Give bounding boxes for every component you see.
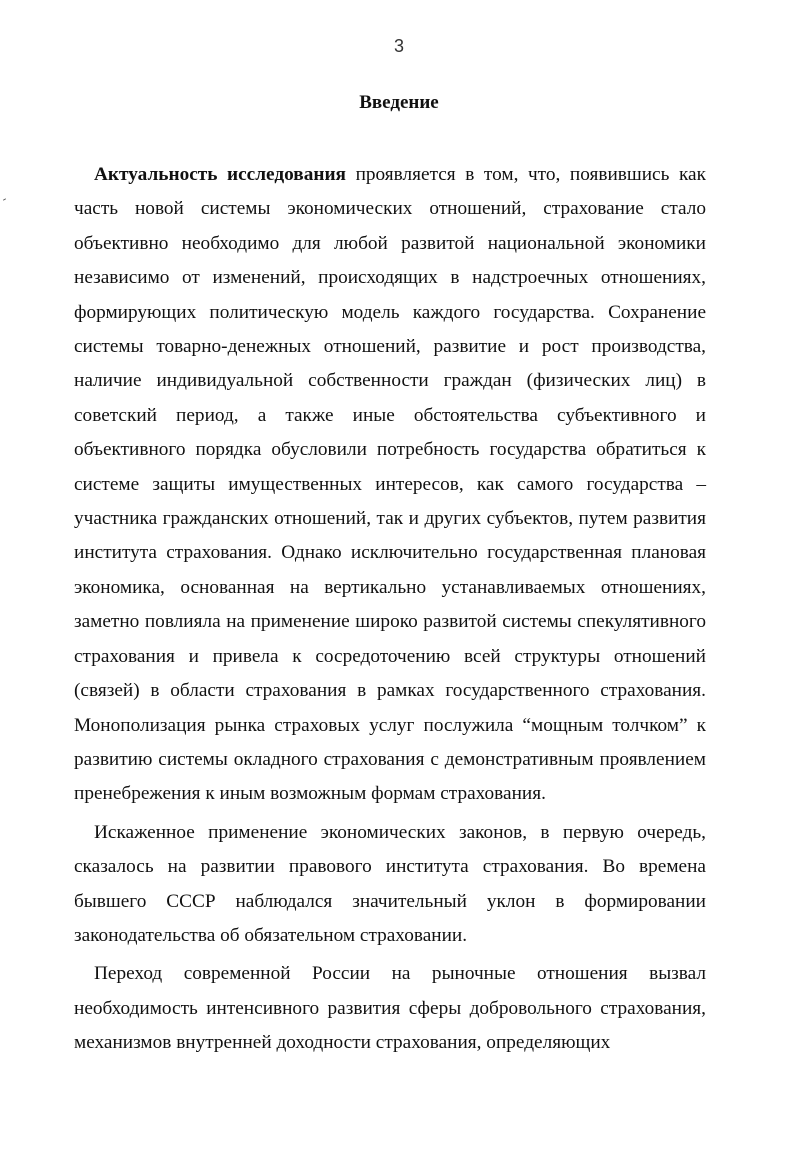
paragraph-distorted-application: Искаженное применение экономических законов, в первую очередь, сказалось на развитии правового института страхования. Во времена бывшего СССР наблюдался значительный уклон в формировании законодательства об обязательном страховании. [74, 821, 706, 946]
relevance-lead-term: Актуальность исследования [94, 164, 346, 185]
paragraph-market-transition: Переход современной России на рыночные отношения вызвал необходимость интенсивного развития сферы добровольного страхования, механизмов внутренней доходности страхования, определяющих [74, 963, 706, 1054]
page-number: 3 [393, 36, 404, 56]
section-title: Введение [359, 92, 439, 113]
body-text [74, 158, 706, 1065]
paragraph-relevance-text: проявляется в том, что, появившись как часть новой системы экономических отношений, страхование стало объективно необходимо для любой развитой национальной экономики независимо от изменений, происходящих в надстроечных отношениях, формирующих политическую модель каждого государства. Сохранение системы товарно-денежных отношений, развитие и рост производства, наличие индивидуальной собственности граждан (физических лиц) в советский период, а также иные обстоятельства субъективного и объективного порядка обусловили потребность государства обратиться к системе защиты имущественных интересов, как самого государства – участника гражданских отношений, так и других субъектов, путем развития института страхования. Однако исключительно государственная плановая экономика, основанная на вертикально устанавливаемых отношениях, заметно повлияла на применение широко развитой системы спекулятивного страхования и привела к сосредоточению всей структуры отношений (связей) в области страхования в рамках государственного страхования. Монополизация рынка страховых услуг послужила “мощным толчком” к развитию системы окладного страхования с демонстративным проявлением пренебрежения к иным возможным формам страхования. [74, 164, 706, 805]
paragraph-relevance [74, 158, 706, 812]
scan-edge-mark [3, 198, 6, 200]
